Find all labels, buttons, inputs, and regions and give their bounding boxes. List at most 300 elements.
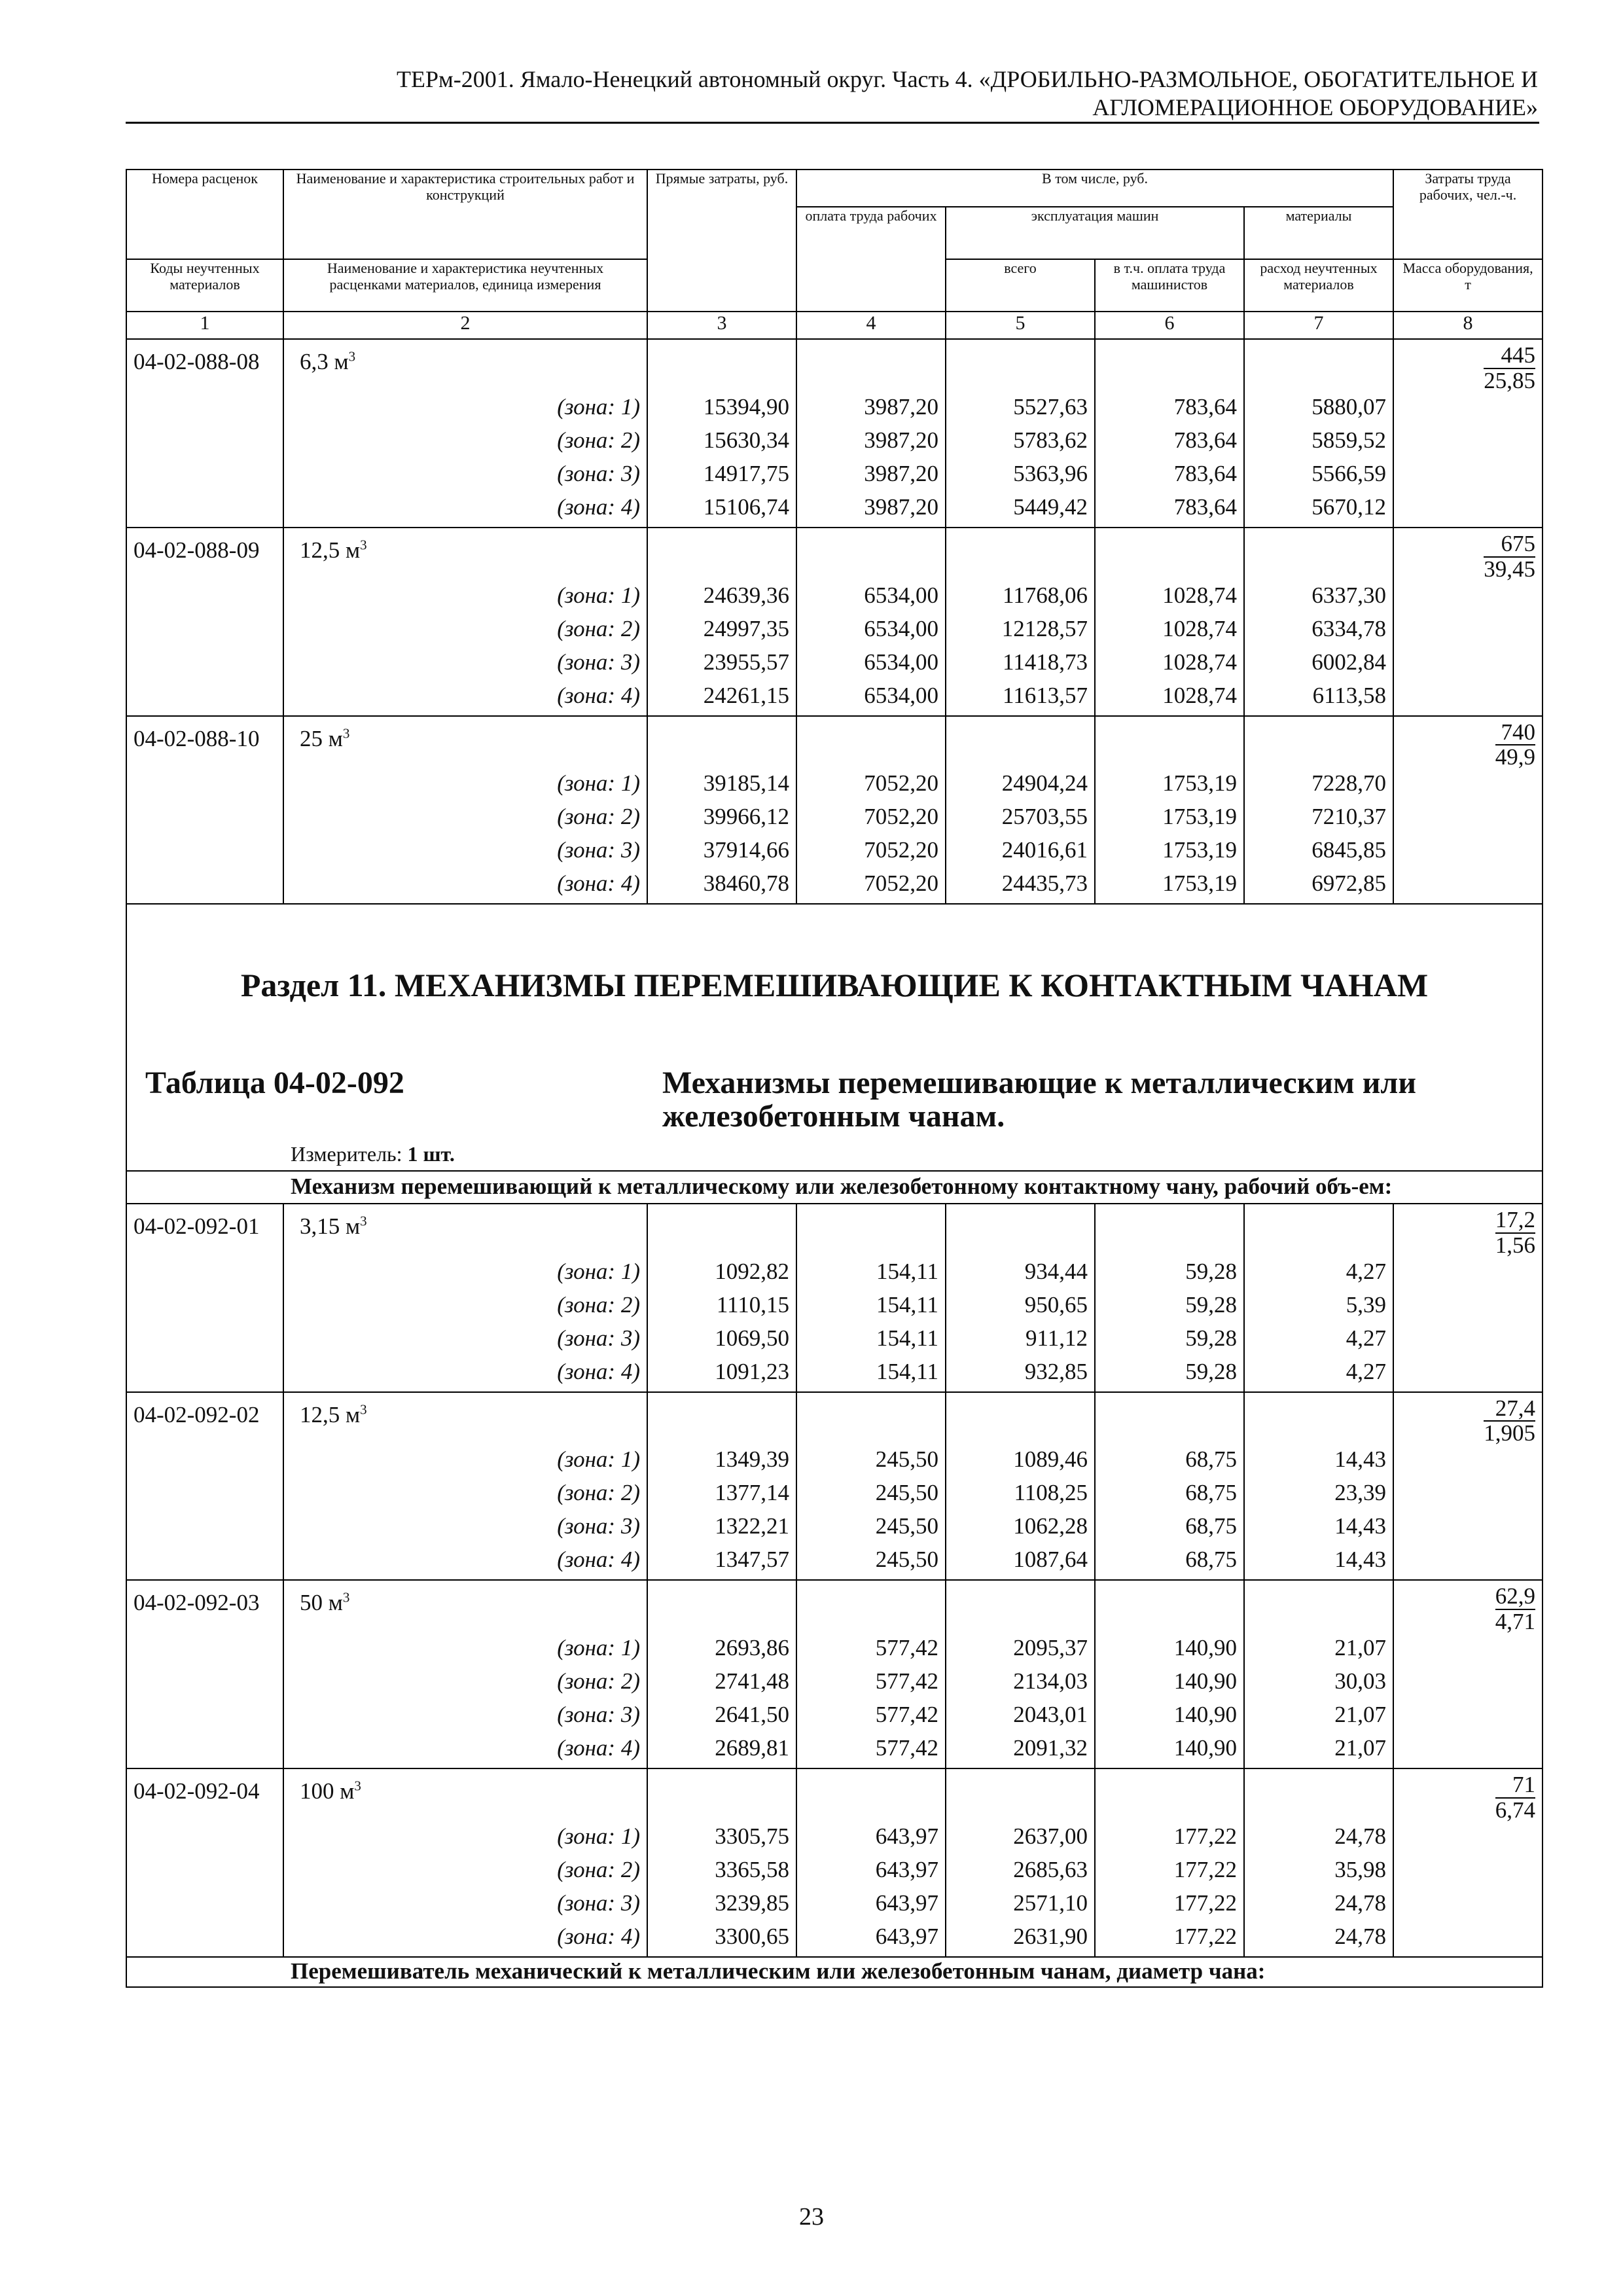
rate-row [126,716,1543,771]
machines-total-value: 25703,55 [946,804,1095,837]
empty-cell [1095,716,1244,771]
section-title: Раздел 11. МЕХАНИЗМЫ ПЕРЕМЕШИВАЮЩИЕ К КОНТАКТНЫМ ЧАНАМ [240,967,1429,1004]
empty-cell [1393,1890,1543,1924]
rate-code: 04-02-092-01 [126,1204,283,1259]
zone-row [126,683,1543,716]
rate-name-text: 25 м [300,725,343,751]
empty-cell [1095,1392,1244,1447]
empty-cell [1393,1259,1543,1292]
zone-row [126,1480,1543,1513]
empty-cell [796,1392,946,1447]
machinist-pay-value: 1753,19 [1095,770,1244,804]
machinist-pay-value: 177,22 [1095,1924,1244,1957]
rate-row [126,1768,1543,1823]
machines-total-value: 24016,61 [946,837,1095,870]
header-worker-pay: оплата труда рабочих [796,207,946,312]
unit-exponent: 3 [348,348,356,365]
header-rate-numbers: Номера расценок [126,170,283,259]
empty-cell [796,528,946,583]
table-title [127,1067,1542,1133]
machinist-pay-value: 1028,74 [1095,616,1244,649]
empty-cell [1244,1580,1393,1635]
empty-cell [126,1635,283,1668]
rate-code: 04-02-092-04 [126,1768,283,1823]
empty-cell [1393,616,1543,649]
empty-cell [1244,716,1393,771]
materials-value: 14,43 [1244,1547,1393,1580]
machinist-pay-value: 1753,19 [1095,837,1244,870]
labor-costs-value: 27,4 [1484,1397,1535,1422]
empty-cell [647,1392,796,1447]
equipment-mass-value: 39,45 [1484,556,1536,582]
zone-row [126,494,1543,528]
machines-total-value: 2571,10 [946,1890,1095,1924]
machines-total-value: 11768,06 [946,583,1095,616]
zone-label: (зона: 1) [283,394,647,427]
header-line-2: АГЛОМЕРАЦИОННОЕ ОБОРУДОВАНИЕ» [1092,94,1538,121]
worker-pay-value: 154,11 [796,1259,946,1292]
labor-costs-value: 17,2 [1495,1206,1536,1232]
column-number: 5 [946,312,1095,339]
materials-value: 21,07 [1244,1702,1393,1735]
zone-label: (зона: 2) [283,1480,647,1513]
machines-total-value: 2685,63 [946,1857,1095,1890]
worker-pay-value: 154,11 [796,1325,946,1359]
empty-cell [1393,1735,1543,1768]
unit-exponent: 3 [342,1589,350,1605]
rate-code: 04-02-088-09 [126,528,283,583]
zone-row [126,616,1543,649]
empty-cell [126,583,283,616]
machines-total-value: 5783,62 [946,427,1095,461]
zone-row [126,1446,1543,1480]
machines-total-value: 2043,01 [946,1702,1095,1735]
unit-exponent: 3 [360,1213,367,1229]
zone-label: (зона: 3) [283,461,647,494]
empty-cell [946,1768,1095,1823]
rate-row [126,1392,1543,1447]
rate-row [126,1580,1543,1635]
worker-pay-value: 3987,20 [796,494,946,528]
empty-cell [126,1446,283,1480]
group-description: Перемешиватель механический к металлическим или железобетонным чанам, диаметр чана: [126,1957,1543,1987]
empty-cell [126,1823,283,1857]
unit-exponent: 3 [354,1778,361,1794]
materials-value: 6113,58 [1244,683,1393,716]
machinist-pay-value: 140,90 [1095,1735,1244,1768]
zone-label: (зона: 2) [283,804,647,837]
equipment-mass-value: 1,905 [1484,1420,1536,1446]
table-name: Механизмы перемешивающие к металлическим или железобетонным чанам. [662,1066,1416,1134]
machines-total-value: 950,65 [946,1292,1095,1325]
empty-cell [126,394,283,427]
zone-row [126,1635,1543,1668]
empty-cell [1244,528,1393,583]
labor-mass-fraction [1495,1585,1535,1634]
direct-costs-value: 24261,15 [647,683,796,716]
zone-label: (зона: 3) [283,1702,647,1735]
direct-costs-value: 1091,23 [647,1359,796,1392]
empty-cell [1393,1292,1543,1325]
materials-value: 4,27 [1244,1325,1393,1359]
direct-costs-value: 3300,65 [647,1924,796,1957]
labor-mass-cell [1393,1580,1543,1635]
zone-row [126,770,1543,804]
empty-cell [946,339,1095,394]
zone-label: (зона: 1) [283,583,647,616]
unit-exponent: 3 [360,1401,367,1417]
materials-value: 24,78 [1244,1823,1393,1857]
zone-row [126,1702,1543,1735]
rates-group-a [126,339,1543,904]
zone-label: (зона: 1) [283,1823,647,1857]
materials-value: 30,03 [1244,1668,1393,1702]
rate-code: 04-02-092-02 [126,1392,283,1447]
labor-mass-fraction [1495,1208,1535,1258]
materials-value: 21,07 [1244,1635,1393,1668]
rate-code: 04-02-088-10 [126,716,283,771]
empty-cell [126,1513,283,1547]
zone-label: (зона: 2) [283,1292,647,1325]
empty-cell [126,1924,283,1957]
direct-costs-value: 2741,48 [647,1668,796,1702]
worker-pay-value: 6534,00 [796,616,946,649]
rate-row [126,1204,1543,1259]
column-number: 2 [283,312,647,339]
header-direct-costs: Прямые затраты, руб. [647,170,796,312]
column-number: 4 [796,312,946,339]
empty-cell [1393,1480,1543,1513]
worker-pay-value: 643,97 [796,1857,946,1890]
worker-pay-value: 3987,20 [796,394,946,427]
machines-total-value: 2631,90 [946,1924,1095,1957]
labor-costs-value: 71 [1495,1773,1535,1799]
labor-mass-cell [1393,1768,1543,1823]
machinist-pay-value: 140,90 [1095,1668,1244,1702]
empty-cell [1393,583,1543,616]
machinist-pay-value: 177,22 [1095,1890,1244,1924]
empty-cell [1393,1668,1543,1702]
direct-costs-value: 3239,85 [647,1890,796,1924]
materials-value: 35,98 [1244,1857,1393,1890]
empty-cell [946,528,1095,583]
materials-value: 6845,85 [1244,837,1393,870]
empty-cell [647,1580,796,1635]
measure-value: 1 шт. [407,1142,455,1166]
empty-cell [1393,494,1543,528]
materials-value: 6337,30 [1244,583,1393,616]
materials-value: 7210,37 [1244,804,1393,837]
empty-cell [1244,339,1393,394]
machines-total-value: 1087,64 [946,1547,1095,1580]
materials-value: 6334,78 [1244,616,1393,649]
empty-cell [1393,1924,1543,1957]
empty-cell [126,1735,283,1768]
materials-value: 7228,70 [1244,770,1393,804]
header-material-usage: расход неучтенных материалов [1244,259,1393,312]
machines-total-value: 932,85 [946,1359,1095,1392]
labor-mass-fraction [1484,532,1535,582]
labor-costs-value: 62,9 [1495,1583,1536,1609]
empty-cell [1393,394,1543,427]
direct-costs-value: 24639,36 [647,583,796,616]
rate-row [126,339,1543,394]
direct-costs-value: 15106,74 [647,494,796,528]
machines-total-value: 2134,03 [946,1668,1095,1702]
machines-total-value: 11613,57 [946,683,1095,716]
worker-pay-value: 245,50 [796,1547,946,1580]
empty-cell [126,1259,283,1292]
empty-cell [647,528,796,583]
machinist-pay-value: 177,22 [1095,1823,1244,1857]
rate-name [283,1580,647,1635]
zone-label: (зона: 1) [283,1446,647,1480]
zone-label: (зона: 1) [283,1635,647,1668]
materials-value: 6972,85 [1244,870,1393,904]
zone-row [126,837,1543,870]
machinist-pay-value: 783,64 [1095,427,1244,461]
header-machinist-pay: в т.ч. оплата труда машинистов [1095,259,1244,312]
machinist-pay-value: 783,64 [1095,494,1244,528]
direct-costs-value: 2689,81 [647,1735,796,1768]
machinist-pay-value: 177,22 [1095,1857,1244,1890]
empty-cell [126,494,283,528]
empty-cell [1393,804,1543,837]
direct-costs-value: 15394,90 [647,394,796,427]
equipment-mass-value: 25,85 [1484,367,1536,393]
worker-pay-value: 577,42 [796,1702,946,1735]
worker-pay-value: 3987,20 [796,427,946,461]
direct-costs-value: 1377,14 [647,1480,796,1513]
page-header [340,65,1538,122]
zone-row [126,1547,1543,1580]
empty-cell [1393,1325,1543,1359]
page-number: 23 [799,2203,824,2231]
rate-row [126,528,1543,583]
column-number: 8 [1393,312,1543,339]
worker-pay-value: 7052,20 [796,804,946,837]
zone-label: (зона: 2) [283,427,647,461]
direct-costs-value: 24997,35 [647,616,796,649]
worker-pay-value: 6534,00 [796,583,946,616]
machinist-pay-value: 783,64 [1095,461,1244,494]
empty-cell [1393,461,1543,494]
empty-cell [126,1668,283,1702]
header-work-name: Наименование и характеристика строительных работ и конструкций [283,170,647,259]
empty-cell [126,1547,283,1580]
empty-cell [1393,1446,1543,1480]
rate-name [283,1392,647,1447]
machines-total-value: 12128,57 [946,616,1095,649]
empty-cell [1393,427,1543,461]
machinist-pay-value: 140,90 [1095,1702,1244,1735]
machines-total-value: 5527,63 [946,394,1095,427]
empty-cell [1393,649,1543,683]
column-number: 3 [647,312,796,339]
direct-costs-value: 14917,75 [647,461,796,494]
rate-code: 04-02-092-03 [126,1580,283,1635]
zone-label: (зона: 2) [283,1668,647,1702]
zone-label: (зона: 2) [283,616,647,649]
rate-name-text: 12,5 м [300,537,361,563]
zone-row [126,1513,1543,1547]
rate-name [283,528,647,583]
empty-cell [1095,339,1244,394]
worker-pay-value: 245,50 [796,1480,946,1513]
direct-costs-value: 39966,12 [647,804,796,837]
group-description: Механизм перемешивающий к металлическому или железобетонному контактному чану, рабочий объ-ем: [126,1171,1543,1204]
materials-value: 21,07 [1244,1735,1393,1768]
empty-cell [126,1857,283,1890]
machinist-pay-value: 59,28 [1095,1292,1244,1325]
direct-costs-value: 37914,66 [647,837,796,870]
materials-value: 14,43 [1244,1513,1393,1547]
labor-mass-fraction [1484,344,1535,393]
empty-cell [1244,1768,1393,1823]
empty-cell [946,1392,1095,1447]
worker-pay-value: 577,42 [796,1668,946,1702]
machines-total-value: 934,44 [946,1259,1095,1292]
worker-pay-value: 577,42 [796,1635,946,1668]
worker-pay-value: 7052,20 [796,770,946,804]
machines-total-value: 24435,73 [946,870,1095,904]
empty-cell [126,1480,283,1513]
labor-costs-value: 675 [1484,532,1535,558]
machines-total-value: 911,12 [946,1325,1095,1359]
empty-cell [1095,1768,1244,1823]
zone-label: (зона: 3) [283,1513,647,1547]
worker-pay-value: 245,50 [796,1446,946,1480]
machinist-pay-value: 68,75 [1095,1547,1244,1580]
empty-cell [126,649,283,683]
empty-cell [1393,683,1543,716]
worker-pay-value: 577,42 [796,1735,946,1768]
worker-pay-value: 643,97 [796,1890,946,1924]
zone-row [126,1668,1543,1702]
equipment-mass-value: 1,56 [1495,1232,1536,1258]
column-number: 1 [126,312,283,339]
rate-name [283,339,647,394]
empty-cell [126,1702,283,1735]
machinist-pay-value: 68,75 [1095,1446,1244,1480]
header-equipment-mass: Масса оборудования, т [1393,259,1543,312]
worker-pay-value: 154,11 [796,1359,946,1392]
direct-costs-value: 1322,21 [647,1513,796,1547]
zone-row [126,1292,1543,1325]
empty-cell [1244,1392,1393,1447]
header-rule [126,122,1539,124]
direct-costs-value: 39185,14 [647,770,796,804]
header-labor-costs: Затраты труда рабочих, чел.-ч. [1393,170,1543,259]
worker-pay-value: 3987,20 [796,461,946,494]
labor-mass-fraction [1495,721,1535,770]
worker-pay-value: 245,50 [796,1513,946,1547]
empty-cell [1393,1702,1543,1735]
materials-value: 5,39 [1244,1292,1393,1325]
machinist-pay-value: 68,75 [1095,1480,1244,1513]
zone-row [126,870,1543,904]
column-number: 7 [1244,312,1393,339]
labor-mass-fraction [1484,1397,1535,1446]
empty-cell [126,870,283,904]
zone-label: (зона: 3) [283,1890,647,1924]
empty-cell [1393,1513,1543,1547]
direct-costs-value: 2693,86 [647,1635,796,1668]
zone-label: (зона: 4) [283,683,647,716]
machines-total-value: 5363,96 [946,461,1095,494]
zone-row [126,461,1543,494]
materials-value: 23,39 [1244,1480,1393,1513]
rate-name-text: 6,3 м [300,349,349,374]
header-machines: эксплуатация машин [946,207,1244,259]
direct-costs-value: 2641,50 [647,1702,796,1735]
zone-label: (зона: 4) [283,1924,647,1957]
direct-costs-value: 1092,82 [647,1259,796,1292]
materials-value: 5566,59 [1244,461,1393,494]
empty-cell [796,1580,946,1635]
direct-costs-value: 3365,58 [647,1857,796,1890]
direct-costs-value: 23955,57 [647,649,796,683]
zone-row [126,649,1543,683]
empty-cell [946,1204,1095,1259]
machinist-pay-value: 59,28 [1095,1325,1244,1359]
zone-row [126,427,1543,461]
empty-cell [647,1204,796,1259]
measure-unit [127,1133,1542,1170]
materials-value: 5880,07 [1244,394,1393,427]
machinist-pay-value: 1028,74 [1095,683,1244,716]
empty-cell [126,1890,283,1924]
zone-label: (зона: 1) [283,1259,647,1292]
empty-cell [946,716,1095,771]
empty-cell [1393,837,1543,870]
zone-row [126,1259,1543,1292]
rate-code: 04-02-088-08 [126,339,283,394]
empty-cell [796,339,946,394]
empty-cell [1393,1359,1543,1392]
empty-cell [126,461,283,494]
empty-cell [1393,1547,1543,1580]
empty-cell [1095,528,1244,583]
empty-cell [647,339,796,394]
empty-cell [1244,1204,1393,1259]
zone-row [126,1857,1543,1890]
direct-costs-value: 38460,78 [647,870,796,904]
rate-name-text: 3,15 м [300,1213,361,1239]
direct-costs-value: 1347,57 [647,1547,796,1580]
rate-name-text: 12,5 м [300,1401,361,1427]
rate-name [283,1204,647,1259]
zone-label: (зона: 4) [283,494,647,528]
machinist-pay-value: 783,64 [1095,394,1244,427]
empty-cell [1095,1204,1244,1259]
empty-cell [796,1768,946,1823]
materials-value: 14,43 [1244,1446,1393,1480]
zone-label: (зона: 4) [283,1359,647,1392]
materials-value: 5670,12 [1244,494,1393,528]
rates-table [126,169,1543,1988]
machinist-pay-value: 1753,19 [1095,804,1244,837]
zone-label: (зона: 2) [283,1857,647,1890]
direct-costs-value: 1349,39 [647,1446,796,1480]
machines-total-value: 2637,00 [946,1823,1095,1857]
zone-label: (зона: 3) [283,649,647,683]
zone-row [126,1735,1543,1768]
empty-cell [126,770,283,804]
zone-label: (зона: 4) [283,1547,647,1580]
rate-name [283,1768,647,1823]
empty-cell [1393,1857,1543,1890]
